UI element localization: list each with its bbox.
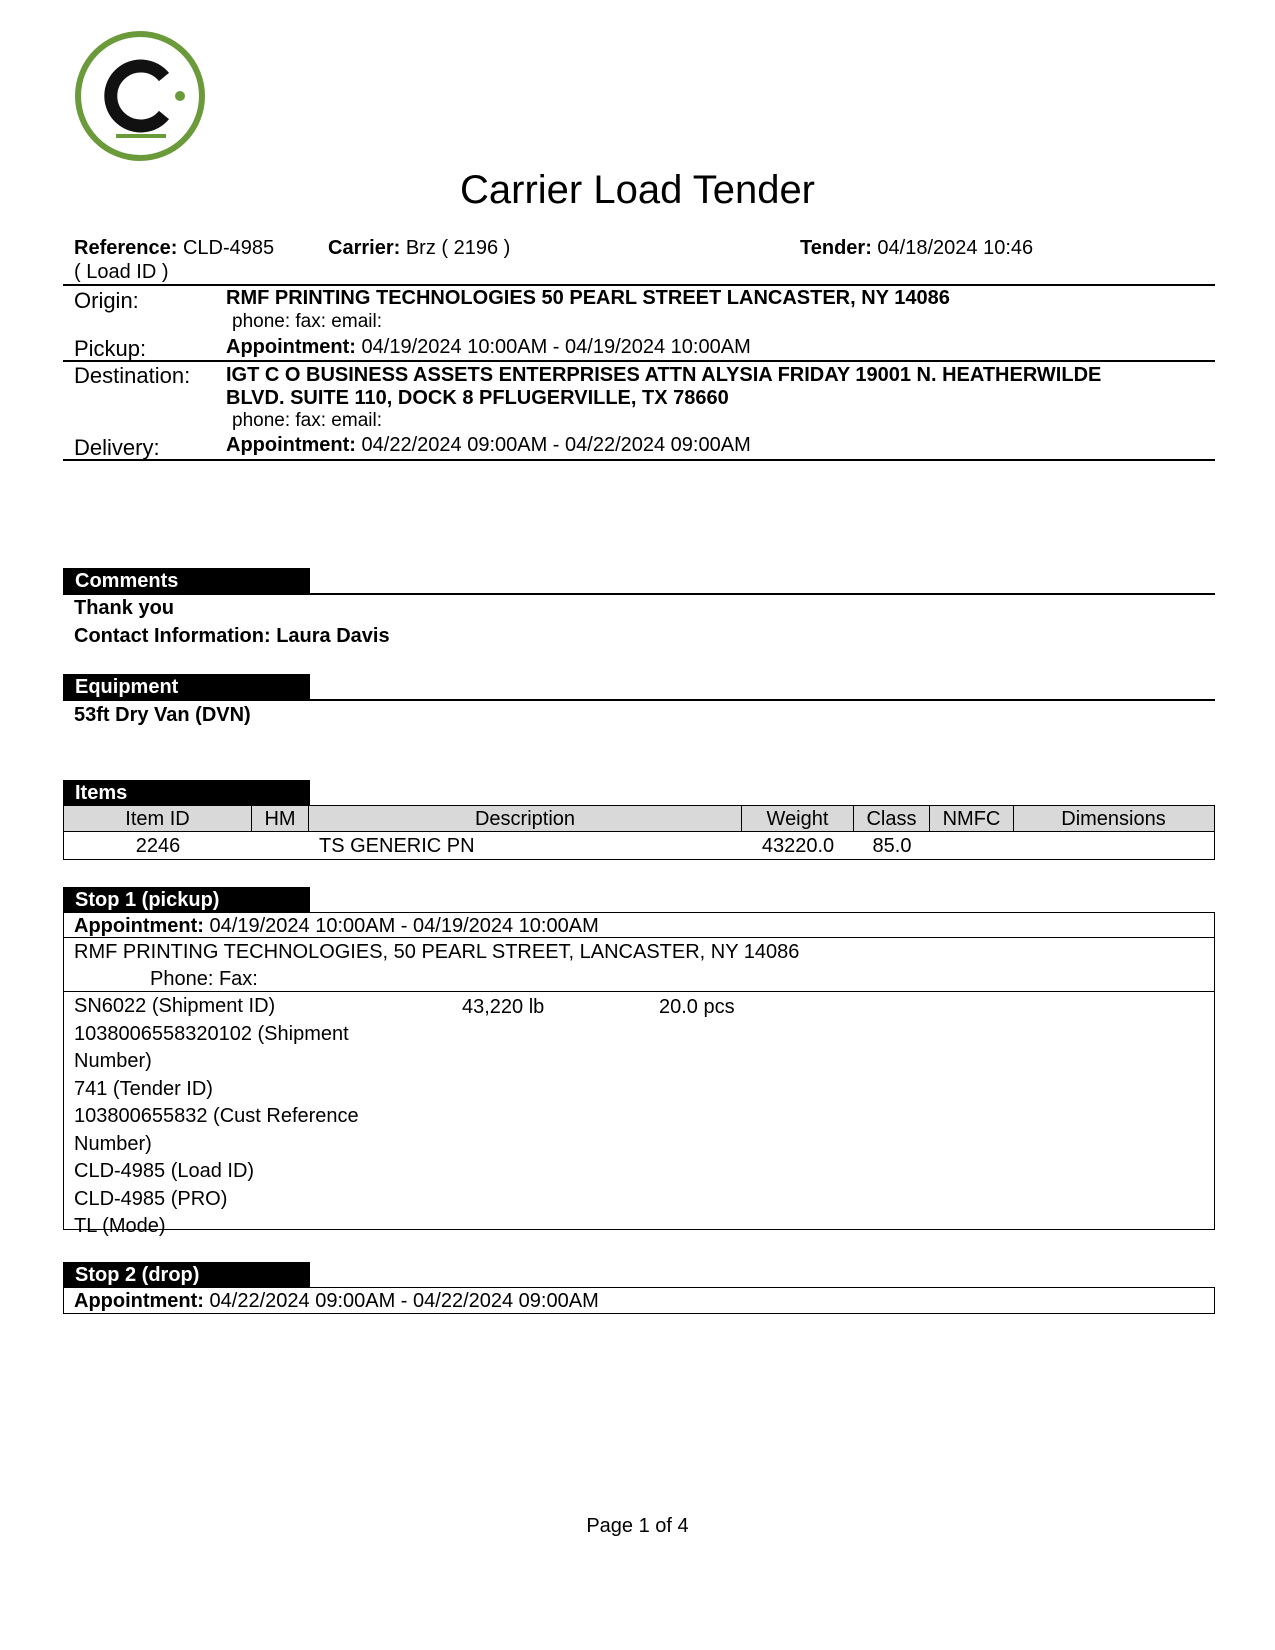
- stop2-box: [63, 1287, 1215, 1314]
- stop1-box: [63, 912, 1215, 1237]
- appointment-label: Appointment:: [226, 434, 356, 456]
- carrier-value: Brz ( 2196 ): [405, 237, 511, 259]
- reference-line: CLD-4985 (Load ID): [74, 1160, 255, 1182]
- equipment-value: 53ft Dry Van (DVN): [74, 704, 251, 726]
- page-number: Page 1 of 4: [586, 1515, 689, 1537]
- stop2-appointment: [74, 1289, 599, 1313]
- stop1-phone-fax: Phone: Fax:: [150, 968, 258, 990]
- column-header: Class: [854, 806, 930, 831]
- origin-address: RMF PRINTING TECHNOLOGIES 50 PEARL STREET LANCASTER, NY 14086: [226, 287, 950, 309]
- comment-line: Contact Information: Laura Davis: [74, 625, 390, 647]
- destination-contact: phone: fax: email:: [232, 410, 382, 431]
- carrier-label: Carrier:: [328, 237, 401, 259]
- stop1-references: [74, 993, 359, 1241]
- divider: [63, 459, 1215, 461]
- appointment-value: 04/22/2024 09:00AM - 04/22/2024 09:00AM: [209, 1290, 599, 1312]
- appointment-label: Appointment:: [74, 1290, 204, 1312]
- stop1-weight: 43,220 lb: [462, 996, 545, 1018]
- stop1-heading: Stop 1 (pickup): [63, 887, 310, 913]
- reference-line: TL (Mode): [74, 1215, 166, 1237]
- origin-label: Origin:: [74, 288, 139, 313]
- reference-value: CLD-4985: [182, 237, 275, 259]
- tender-value: 04/18/2024 10:46: [877, 237, 1034, 259]
- reference-line: 1038006558320102 (Shipment: [74, 1022, 349, 1045]
- column-header: Description: [309, 806, 742, 831]
- reference-line: 741 (Tender ID): [74, 1077, 213, 1100]
- destination-address-line1: IGT C O BUSINESS ASSETS ENTERPRISES ATTN ALYSIA FRIDAY 19001 N. HEATHERWILDE: [226, 364, 1102, 386]
- comment-line: Thank you: [74, 597, 175, 619]
- column-header: Dimensions: [1061, 808, 1166, 830]
- items-heading: Items: [63, 780, 310, 806]
- column-header: NMFC: [930, 806, 1014, 831]
- items-header-row: [64, 806, 1214, 832]
- column-header: Weight: [742, 806, 854, 831]
- divider: [63, 360, 1215, 362]
- pickup-label: Pickup:: [74, 336, 147, 361]
- stop2-heading: Stop 2 (drop): [63, 1262, 310, 1288]
- reference-field: [74, 236, 274, 260]
- item-id-cell: 2246: [135, 835, 181, 857]
- weight-cell: 43220.0: [761, 835, 835, 857]
- reference-line: Number): [74, 1050, 152, 1072]
- column-header: HM: [252, 806, 309, 831]
- divider: [63, 593, 1215, 595]
- load-id-note: ( Load ID ): [74, 261, 169, 283]
- tender-field: [800, 236, 1033, 260]
- destination-label: Destination:: [74, 363, 191, 388]
- delivery-appointment: [226, 433, 751, 457]
- carrier-field: [328, 236, 510, 260]
- appointment-value: 04/19/2024 10:00AM - 04/19/2024 10:00AM: [209, 915, 599, 937]
- appointment-value: 04/22/2024 09:00AM - 04/22/2024 09:00AM: [361, 434, 751, 456]
- reference-line: Number): [74, 1132, 152, 1155]
- reference-line: CLD-4985 (PRO): [74, 1187, 228, 1210]
- origin-contact: phone: fax: email:: [232, 311, 382, 332]
- page-title: Carrier Load Tender: [459, 168, 816, 212]
- destination-address-line2: BLVD. SUITE 110, DOCK 8 PFLUGERVILLE, TX 78660: [226, 387, 729, 409]
- column-header: Item ID: [64, 806, 252, 831]
- delivery-label: Delivery:: [74, 435, 160, 460]
- stop1-address: RMF PRINTING TECHNOLOGIES, 50 PEARL STREET, LANCASTER, NY 14086: [74, 941, 800, 963]
- divider: [64, 937, 1214, 938]
- reference-line: 103800655832 (Cust Reference: [74, 1105, 359, 1127]
- divider: [63, 699, 1215, 701]
- company-logo: [72, 28, 208, 164]
- description-cell: TS GENERIC PN: [319, 835, 475, 857]
- equipment-heading: Equipment: [63, 674, 310, 700]
- stop1-appointment: [74, 914, 599, 938]
- items-table: [63, 805, 1215, 860]
- reference-label: Reference:: [74, 237, 178, 259]
- class-cell: 85.0: [872, 835, 912, 857]
- stop1-pieces: 20.0 pcs: [659, 996, 735, 1018]
- comments-heading: Comments: [63, 568, 310, 594]
- pickup-appointment: [226, 335, 751, 359]
- divider: [64, 991, 1214, 992]
- tender-label: Tender:: [800, 237, 872, 259]
- appointment-label: Appointment:: [74, 915, 204, 937]
- table-row: [64, 832, 1214, 859]
- appointment-label: Appointment:: [226, 336, 356, 358]
- reference-line: SN6022 (Shipment ID): [74, 995, 276, 1017]
- appointment-value: 04/19/2024 10:00AM - 04/19/2024 10:00AM: [361, 336, 751, 358]
